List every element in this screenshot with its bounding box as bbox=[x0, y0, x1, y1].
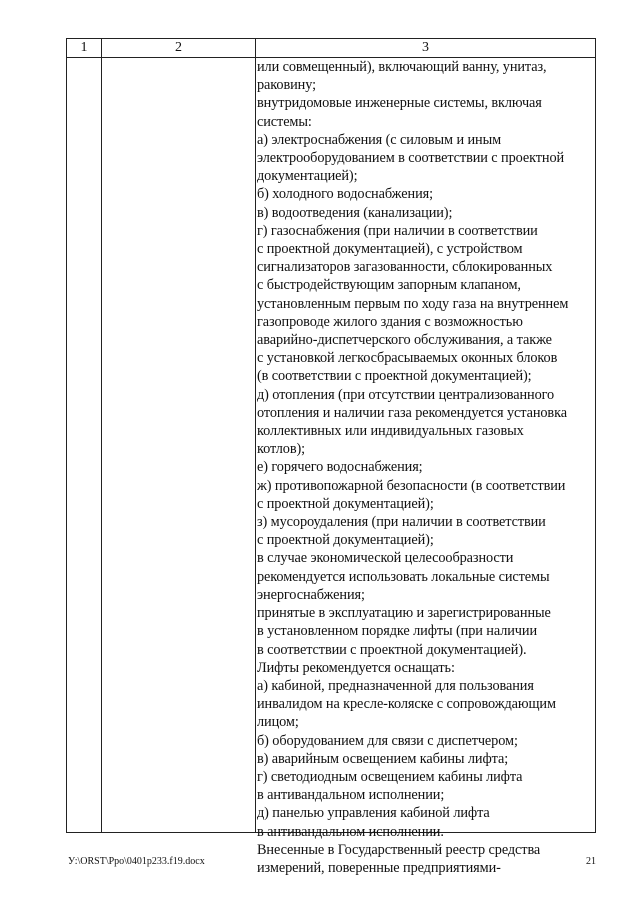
text-line: принятые в эксплуатацию и зарегистрированные bbox=[257, 605, 551, 622]
column-header-1: 1 bbox=[80, 40, 88, 55]
text-line: с быстродействующим запорным клапаном, bbox=[257, 277, 521, 294]
text-line: г) газоснабжения (при наличии в соответствии bbox=[257, 222, 538, 239]
text-line: коллективных или индивидуальных газовых bbox=[257, 423, 524, 440]
text-line: раковину; bbox=[257, 77, 316, 94]
column-divider bbox=[255, 39, 256, 832]
text-line: в антивандальном исполнении. bbox=[257, 823, 444, 840]
text-line: д) отопления (при отсутствии централизованного bbox=[257, 386, 555, 403]
text-line: д) панелью управления кабиной лифта bbox=[257, 805, 490, 822]
text-line: рекомендуется использовать локальные системы bbox=[257, 568, 550, 585]
text-line: в) водоотведения (канализации); bbox=[257, 204, 453, 221]
text-line: в) аварийным освещением кабины лифта; bbox=[257, 750, 509, 767]
text-line: измерений, поверенные предприятиями- bbox=[257, 859, 501, 876]
text-line: е) горячего водоснабжения; bbox=[257, 459, 423, 476]
text-line: в антивандальном исполнении; bbox=[257, 787, 445, 804]
text-line: с установкой легкосбрасываемых оконных блоков bbox=[257, 350, 558, 367]
text-line: в соответствии с проектной документацией). bbox=[257, 641, 527, 658]
text-line: электрооборудованием в соответствии с проектной bbox=[257, 150, 565, 167]
column-header-3: 3 bbox=[422, 40, 429, 55]
column-divider bbox=[101, 39, 102, 832]
text-line: а) электроснабжения (с силовым и иным bbox=[257, 131, 502, 148]
column-3-text bbox=[257, 58, 593, 877]
table-header-row bbox=[67, 39, 595, 58]
text-line: Внесенные в Государственный реестр средства bbox=[257, 841, 541, 858]
text-line: Лифты рекомендуется оснащать: bbox=[257, 659, 455, 676]
text-line: с проектной документацией); bbox=[257, 532, 434, 549]
text-line: аварийно-диспетчерского обслуживания, а также bbox=[257, 332, 552, 349]
text-line: инвалидом на кресле-коляске с сопровождающим bbox=[257, 696, 556, 713]
text-line: в случае экономической целесообразности bbox=[257, 550, 514, 567]
text-line: внутридомовые инженерные системы, включая bbox=[257, 95, 542, 112]
footer-file-path: У:\ORST\Ppo\0401p233.f19.docx bbox=[68, 856, 205, 867]
text-line: сигнализаторов загазованности, сблокированных bbox=[257, 259, 553, 276]
text-line: котлов); bbox=[257, 441, 306, 458]
text-line: или совмещенный), включающий ванну, унитаз, bbox=[257, 59, 547, 75]
text-line: г) светодиодным освещением кабины лифта bbox=[257, 768, 523, 785]
text-line: с проектной документацией); bbox=[257, 495, 434, 512]
page-number: 21 bbox=[586, 856, 596, 867]
text-line: газопроводе жилого здания с возможностью bbox=[257, 313, 523, 330]
text-line: энергоснабжения; bbox=[257, 586, 365, 603]
text-line: (в соответствии с проектной документацией); bbox=[257, 368, 532, 385]
text-line: б) холодного водоснабжения; bbox=[257, 186, 433, 203]
column-header-2: 2 bbox=[175, 40, 182, 55]
text-line: установленным первым по ходу газа на внутреннем bbox=[257, 295, 569, 312]
text-line: з) мусороудаления (при наличии в соответствии bbox=[257, 514, 546, 531]
text-line: с проектной документацией), с устройством bbox=[257, 241, 523, 258]
text-line: в установленном порядке лифты (при наличии bbox=[257, 623, 537, 640]
text-line: а) кабиной, предназначенной для пользования bbox=[257, 677, 534, 694]
text-line: б) оборудованием для связи с диспетчером; bbox=[257, 732, 518, 749]
text-line: отопления и наличии газа рекомендуется установка bbox=[257, 404, 567, 421]
text-line: документацией); bbox=[257, 168, 358, 185]
text-line: лицом; bbox=[257, 714, 299, 731]
text-line: ж) противопожарной безопасности (в соответствии bbox=[257, 477, 566, 494]
text-line: системы: bbox=[257, 113, 312, 130]
